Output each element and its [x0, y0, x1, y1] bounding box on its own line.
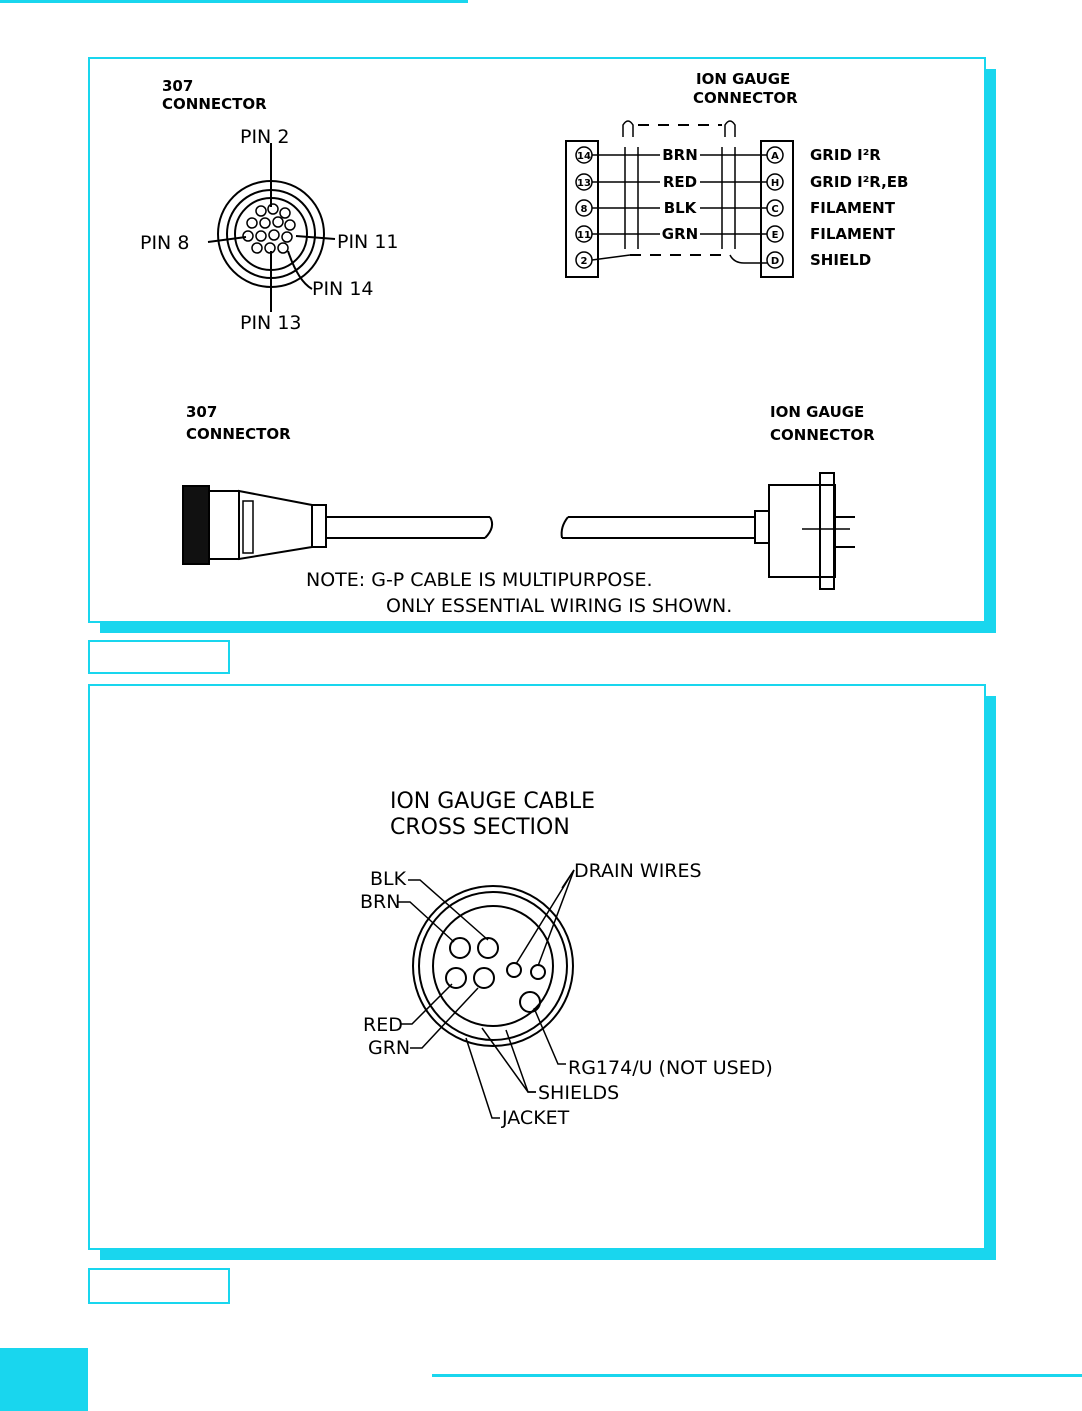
cable-right-title-1: ION GAUGE [770, 403, 865, 421]
jacket-label: JACKET [502, 1107, 570, 1129]
svg-text:RED: RED [662, 173, 698, 191]
svg-text:SHIELD: SHIELD [810, 251, 872, 269]
pin2-label: PIN 2 [240, 126, 290, 148]
top-rule [0, 0, 468, 3]
svg-text:FILAMENT: FILAMENT [810, 199, 895, 217]
figure2-caption-box [88, 1268, 230, 1304]
figure2-frame [88, 684, 986, 1250]
ion-title-2: CONNECTOR [693, 89, 798, 107]
svg-text:C: C [771, 204, 779, 215]
drain-label: DRAIN WIRES [574, 860, 702, 882]
note-line-2: ONLY ESSENTIAL WIRING IS SHOWN. [386, 595, 733, 617]
figure2-drawing [90, 686, 984, 1248]
wire-row-4 [576, 225, 896, 243]
rg174-label: RG174/U (NOT USED) [568, 1057, 773, 1079]
pin11-label: PIN 11 [337, 231, 399, 253]
svg-text:8: 8 [580, 204, 588, 215]
bottom-rule [432, 1374, 1082, 1377]
figure1-drawing [90, 59, 984, 621]
cable-right-title-2: CONNECTOR [770, 426, 875, 444]
cable-left-title-1: 307 [186, 403, 218, 421]
cross-title-1: ION GAUGE CABLE [390, 789, 596, 814]
grn-label: GRN [368, 1037, 411, 1059]
svg-text:D: D [770, 256, 780, 267]
brn-label: BRN [360, 891, 401, 913]
wire-row-1 [576, 146, 881, 164]
svg-text:GRID I²R,EB: GRID I²R,EB [810, 173, 909, 191]
wire-row-5 [576, 251, 871, 269]
svg-text:2: 2 [580, 256, 588, 267]
note-line-1: NOTE: G-P CABLE IS MULTIPURPOSE. [306, 569, 653, 591]
svg-text:11: 11 [577, 230, 591, 241]
svg-text:FILAMENT: FILAMENT [810, 225, 895, 243]
pin8-label: PIN 8 [140, 232, 190, 254]
svg-text:BRN: BRN [662, 146, 698, 164]
svg-text:13: 13 [577, 178, 591, 189]
wire-row-2 [576, 173, 908, 191]
svg-text:14: 14 [577, 151, 591, 162]
svg-text:H: H [770, 178, 780, 189]
blk-label: BLK [370, 868, 407, 890]
conn307-title-1: 307 [162, 77, 194, 95]
svg-text:BLK: BLK [663, 199, 697, 217]
figure1-frame [88, 57, 986, 623]
svg-text:GRN: GRN [661, 225, 699, 243]
page-tab-block [0, 1348, 88, 1411]
svg-text:E: E [771, 230, 779, 241]
conn307-title-2: CONNECTOR [162, 95, 267, 113]
cross-title-2: CROSS SECTION [390, 815, 570, 840]
cable-307-plug [183, 486, 492, 564]
shields-label: SHIELDS [538, 1082, 620, 1104]
wire-row-3 [576, 199, 896, 217]
red-label: RED [363, 1014, 403, 1036]
pin13-label: PIN 13 [240, 312, 302, 334]
svg-text:A: A [771, 151, 779, 162]
figure1-caption-box [88, 640, 230, 674]
ion-title-1: ION GAUGE [696, 70, 791, 88]
cable-left-title-2: CONNECTOR [186, 425, 291, 443]
pin14-label: PIN 14 [312, 278, 374, 300]
svg-text:GRID I²R: GRID I²R [810, 146, 881, 164]
